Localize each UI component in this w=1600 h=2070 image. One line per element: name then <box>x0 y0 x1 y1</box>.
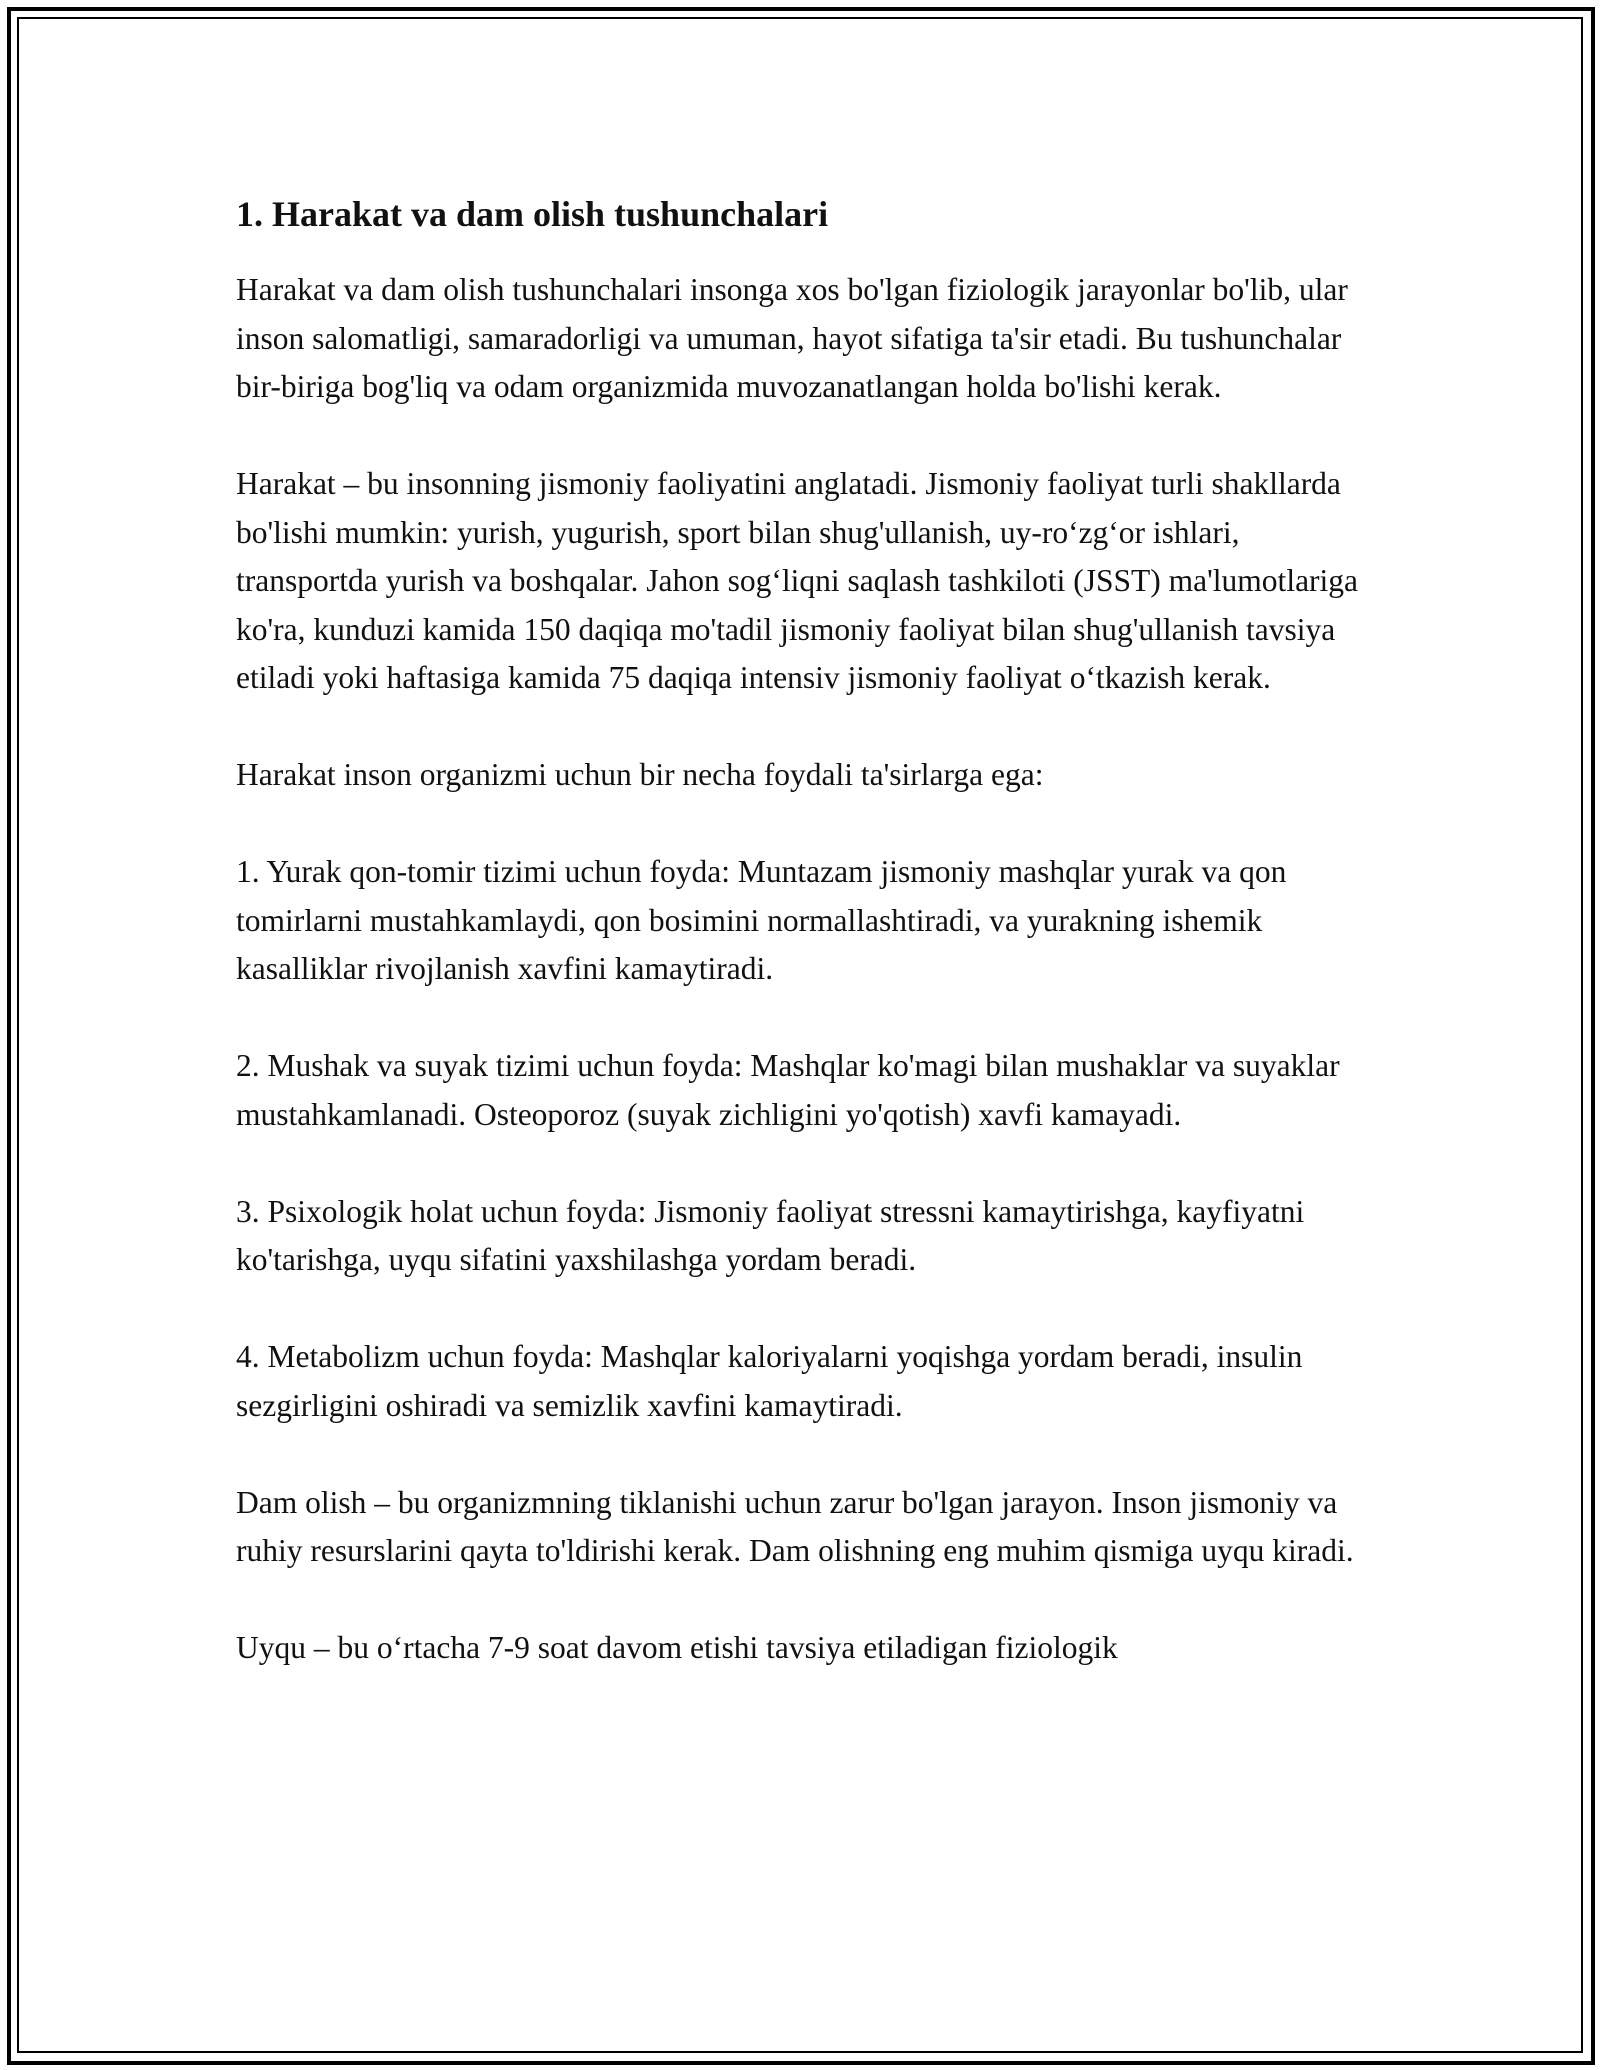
paragraph-uyqu: Uyqu – bu o‘rtacha 7-9 soat davom etishi tavsiya etiladigan fiziologik <box>236 1630 1118 1665</box>
paragraph-benefits-intro: Harakat inson organizmi uchun bir necha foydali ta'sirlarga ega: <box>236 757 1044 792</box>
document-body <box>236 188 1386 1721</box>
paragraph-dam-olish: Dam olish – bu organizmning tiklanishi uchun zarur bo'lgan jarayon. Inson jismoniy va ruhiy resurslarini qayta to'ldirishi kerak. Dam olishning eng muhim qismiga uyqu kiradi. <box>236 1484 1354 1568</box>
list-item-psychological: 3. Psixologik holat uchun foyda: Jismoniy faoliyat stressni kamaytirishga, kayfiyatni ko'tarishga, uyqu sifatini yaxshilashga yordam beradi. <box>236 1193 1305 1277</box>
paragraph-harakat: Harakat – bu insonning jismoniy faoliyatini anglatadi. Jismoniy faoliyat turli shakllarda bo'lishi mumkin: yurish, yugurish, sport bilan shug'ullanish, uy-ro‘zg‘or ishlari, transportda yurish va boshqalar. Jahon sog‘liqni saqlash tashkiloti (JSST) ma'lumotlariga ko'ra, kunduzi kamida 150 daqiqa mo'tadil jismoniy faoliyat bilan shug'ullanish tavsiya etiladi yoki haftasiga kamida 75 daqiqa intensiv jismoniy faoliyat o‘tkazish kerak. <box>236 466 1359 695</box>
list-item-cardio: 1. Yurak qon-tomir tizimi uchun foyda: Muntazam jismoniy mashqlar yurak va qon tomirlarni mustahkamlaydi, qon bosimini normallashtiradi, va yurakning ishemik kasalliklar rivojlanish xavfini kamaytiradi. <box>236 854 1287 986</box>
list-item-musculoskeletal: 2. Mushak va suyak tizimi uchun foyda: Mashqlar ko'magi bilan mushaklar va suyaklar mustahkamlanadi. Osteoporoz (suyak zichligini yo'qotish) xavfi kamayadi. <box>236 1048 1340 1132</box>
paragraph-intro: Harakat va dam olish tushunchalari insonga xos bo'lgan fiziologik jarayonlar bo'lib, ular inson salomatligi, samaradorligi va umuman, hayot sifatiga ta'sir etadi. Bu tushunchalar bir-biriga bog'liq va odam organizmida muvozanatlangan holda bo'lishi kerak. <box>236 272 1348 404</box>
list-item-metabolism: 4. Metabolizm uchun foyda: Mashqlar kaloriyalarni yoqishga yordam beradi, insulin sezgirligini oshiradi va semizlik xavfini kamaytiradi. <box>236 1339 1303 1423</box>
section-heading: 1. Harakat va dam olish tushunchalari <box>236 194 829 234</box>
